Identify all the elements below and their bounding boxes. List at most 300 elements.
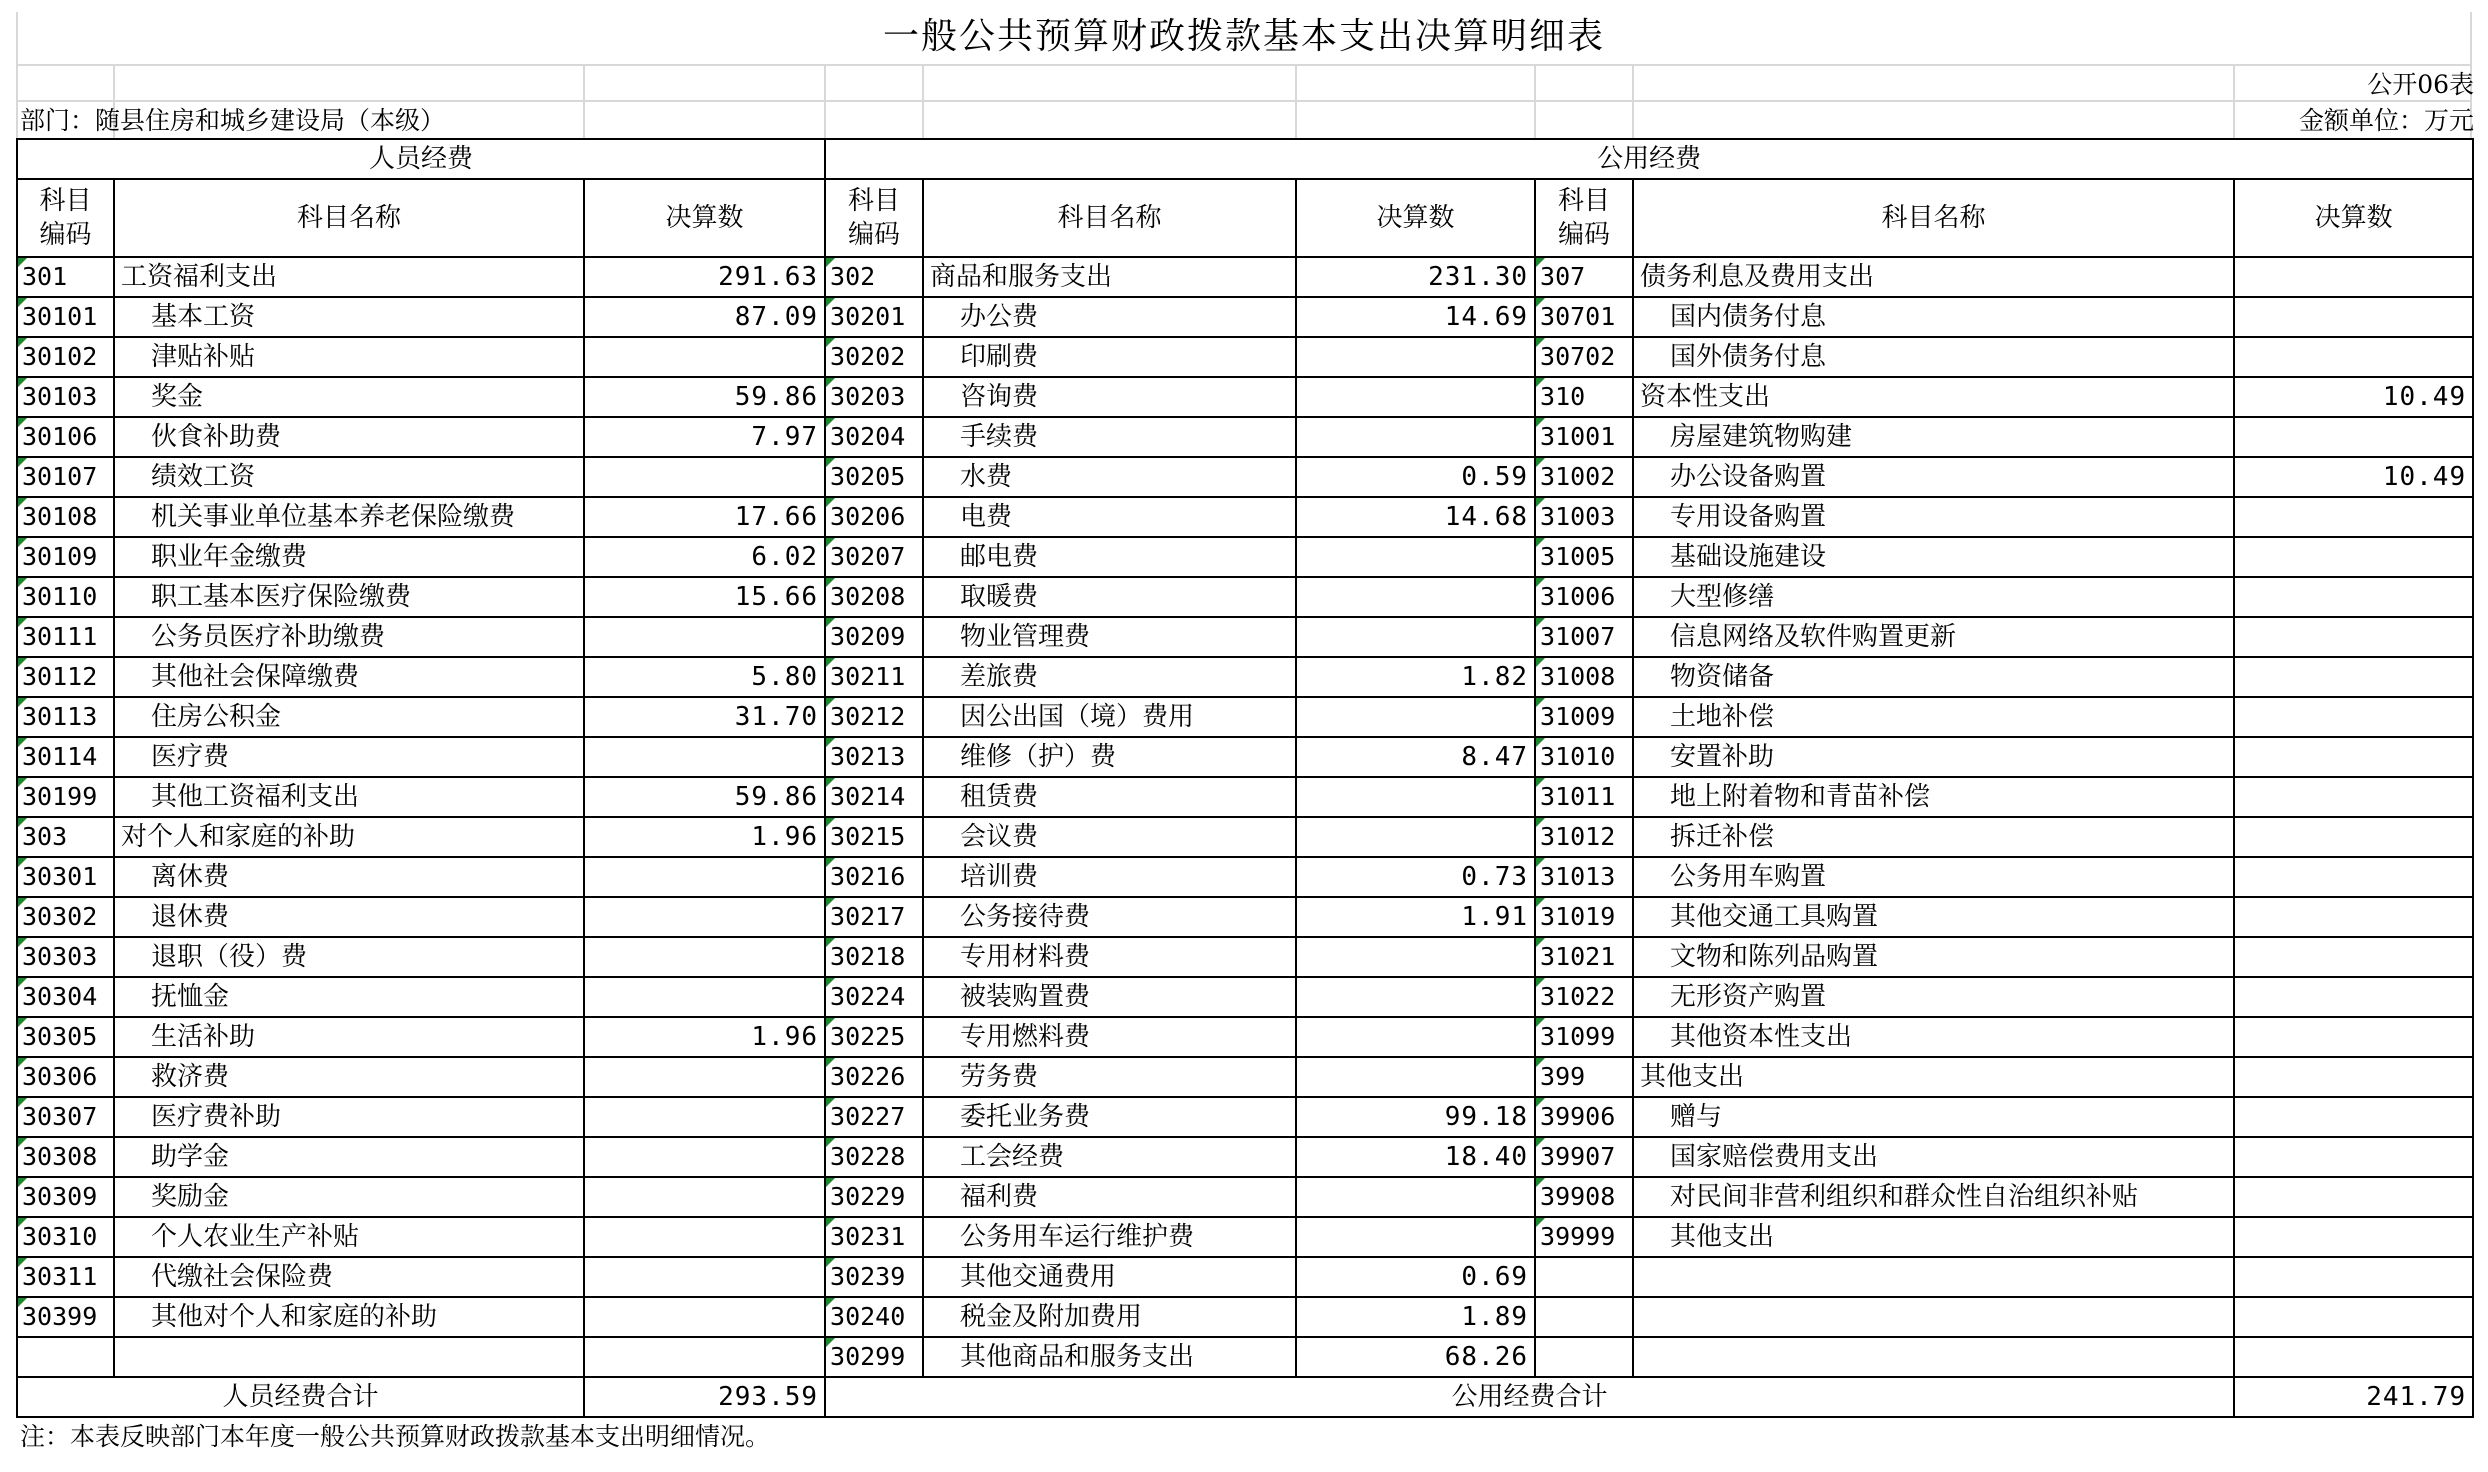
amount [584,1057,825,1097]
subject-name-text: 其他支出 [1640,1062,1745,1092]
subject-name-text: 生活补助 [151,1022,256,1052]
subject-name-text: 个人农业生产补贴 [151,1222,360,1252]
subject-name-text: 土地补偿 [1670,702,1775,732]
subject-name-text: 伙食补助费 [151,422,282,452]
subject-name [114,857,584,897]
amount [584,1337,825,1377]
amount [2234,297,2473,337]
sheet-gridline [824,64,826,138]
subject-name [114,1297,584,1337]
amount [584,937,825,977]
subject-name-text: 拆迁补偿 [1670,822,1775,852]
subject-code: 30224 [825,977,923,1017]
subject-code: 31003 [1535,497,1633,537]
header-amount: 决算数 [584,179,825,257]
subject-name [923,1057,1296,1097]
amount [584,617,825,657]
subject-name [923,1217,1296,1257]
sheet-gridline [922,64,924,138]
amount: 87.09 [584,297,825,337]
subject-name [114,737,584,777]
subject-name-text: 会议费 [960,822,1039,852]
subject-name [1633,1297,2234,1337]
subject-name-text: 抚恤金 [151,982,230,1012]
subject-code: 30217 [825,897,923,937]
subject-code: 39907 [1535,1137,1633,1177]
subject-name-text: 医疗费补助 [151,1102,282,1132]
subject-code: 31002 [1535,457,1633,497]
subject-name [114,617,584,657]
subject-name-text: 绩效工资 [151,462,256,492]
subject-name [114,657,584,697]
subject-name-text: 国内债务付息 [1670,302,1827,332]
subject-code: 30114 [17,737,114,777]
subject-code: 31022 [1535,977,1633,1017]
subject-code: 30225 [825,1017,923,1057]
subject-name [1633,377,2234,417]
subject-name [114,697,584,737]
subject-code: 30206 [825,497,923,537]
sheet-gridline [2233,64,2235,138]
amount: 1.96 [584,817,825,857]
amount: 8.47 [1296,737,1535,777]
subject-name-text: 被装购置费 [960,982,1091,1012]
subject-name [923,257,1296,297]
amount [584,1257,825,1297]
subject-code: 30216 [825,857,923,897]
expenditure-table [16,138,2474,1418]
subject-code: 30212 [825,697,923,737]
amount: 14.68 [1296,497,1535,537]
subject-name [1633,857,2234,897]
subject-name [114,337,584,377]
subject-code: 30227 [825,1097,923,1137]
subject-name-text: 水费 [960,462,1013,492]
subject-code: 31010 [1535,737,1633,777]
subject-name [1633,577,2234,617]
amount: 1.91 [1296,897,1535,937]
subject-name-text: 电费 [960,502,1013,532]
subject-code [17,1337,114,1377]
amount [2234,937,2473,977]
amount [1296,577,1535,617]
report-title: 一般公共预算财政拨款基本支出决算明细表 [882,16,1605,57]
amount: 68.26 [1296,1337,1535,1377]
table-row [17,977,2473,1017]
subject-code: 30311 [17,1257,114,1297]
sheet-gridline [16,64,2472,66]
subject-name [923,737,1296,777]
subject-name [1633,1057,2234,1097]
table-row [17,577,2473,617]
amount: 291.63 [584,257,825,297]
subject-name-text: 公务用车运行维护费 [960,1222,1195,1252]
subject-name-text: 代缴社会保险费 [151,1262,334,1292]
subject-name-text: 办公费 [960,302,1039,332]
sheet-gridline [16,12,18,138]
table-row [17,1017,2473,1057]
subject-code: 31021 [1535,937,1633,977]
subject-name-text: 公务员医疗补助缴费 [151,622,386,652]
subject-code: 30310 [17,1217,114,1257]
subject-name [1633,1177,2234,1217]
amount [2234,817,2473,857]
subject-name-text: 工资福利支出 [121,262,278,292]
amount [2234,1137,2473,1177]
amount [1296,977,1535,1017]
amount [1296,1057,1535,1097]
subject-name-text: 地上附着物和青苗补偿 [1670,782,1931,812]
amount: 231.30 [1296,257,1535,297]
subject-code: 30108 [17,497,114,537]
subject-name-text: 救济费 [151,1062,230,1092]
subject-name-text: 手续费 [960,422,1039,452]
personnel-total-value: 293.59 [584,1377,825,1417]
group-personnel: 人员经费 [17,139,825,179]
sheet-gridline [1534,64,1536,138]
sheet-gridline [583,64,585,138]
subject-code [1535,1297,1633,1337]
table-row [17,497,2473,537]
subject-name [1633,737,2234,777]
subject-name [923,537,1296,577]
subject-name-text: 基础设施建设 [1670,542,1827,572]
subject-name-text: 咨询费 [960,382,1039,412]
subject-code: 30111 [17,617,114,657]
amount [2234,497,2473,537]
subject-name [114,1177,584,1217]
amount: 59.86 [584,377,825,417]
subject-code: 30101 [17,297,114,337]
subject-code: 30109 [17,537,114,577]
subject-name-text: 办公设备购置 [1670,462,1827,492]
subject-name [1633,617,2234,657]
subject-code: 30213 [825,737,923,777]
amount [1296,417,1535,457]
subject-name [1633,1137,2234,1177]
subject-name [114,1137,584,1177]
subject-name [114,257,584,297]
amount [2234,697,2473,737]
subject-code: 30701 [1535,297,1633,337]
table-row [17,1257,2473,1297]
subject-name [114,817,584,857]
subject-name-text: 住房公积金 [151,702,282,732]
subject-code: 30239 [825,1257,923,1297]
subject-code: 30306 [17,1057,114,1097]
table-row [17,617,2473,657]
amount [1296,817,1535,857]
subject-name [923,577,1296,617]
table-row [17,537,2473,577]
subject-name [923,1177,1296,1217]
subject-name-text: 职业年金缴费 [151,542,308,572]
amount: 1.89 [1296,1297,1535,1337]
subject-code: 30302 [17,897,114,937]
sheet-gridline [16,100,2472,102]
subject-code: 30112 [17,657,114,697]
subject-name [1633,1017,2234,1057]
subject-code: 30113 [17,697,114,737]
subject-name-text: 房屋建筑物购建 [1670,422,1853,452]
subject-name-text: 物业管理费 [960,622,1091,652]
subject-name [114,777,584,817]
subject-name [923,817,1296,857]
subject-name [1633,817,2234,857]
amount [2234,537,2473,577]
subject-code: 30240 [825,1297,923,1337]
amount [2234,1257,2473,1297]
amount [584,1097,825,1137]
amount [2234,857,2473,897]
subject-code: 39999 [1535,1217,1633,1257]
subject-name-text: 物资储备 [1670,662,1775,692]
table-row [17,1337,2473,1377]
subject-code: 301 [17,257,114,297]
table-row [17,1297,2473,1337]
table-row [17,417,2473,457]
subject-name-text: 其他交通费用 [960,1262,1117,1292]
table-row [17,1097,2473,1137]
subject-name [923,897,1296,937]
amount [1296,1017,1535,1057]
amount [1296,937,1535,977]
unit-label: 金额单位：万元 [2298,106,2474,135]
amount [1296,537,1535,577]
amount: 1.96 [584,1017,825,1057]
subject-name [1633,1217,2234,1257]
subject-code: 302 [825,257,923,297]
subject-code: 30201 [825,297,923,337]
subject-name-text: 对个人和家庭的补助 [121,822,356,852]
subject-code: 30229 [825,1177,923,1217]
header-code: 科目 编码 [1535,179,1633,257]
subject-name [114,1057,584,1097]
subject-code: 31008 [1535,657,1633,697]
subject-code: 310 [1535,377,1633,417]
amount [2234,577,2473,617]
table-row [17,377,2473,417]
amount [584,737,825,777]
group-public: 公用经费 [825,139,2473,179]
amount [584,1177,825,1217]
sheet-gridline [1632,64,1634,138]
table-row [17,1217,2473,1257]
amount [584,457,825,497]
amount [2234,1297,2473,1337]
subject-name-text: 委托业务费 [960,1102,1091,1132]
subject-code: 31009 [1535,697,1633,737]
subject-code: 30208 [825,577,923,617]
subject-name-text: 职工基本医疗保险缴费 [151,582,412,612]
subject-code: 30214 [825,777,923,817]
subject-name-text: 退职（役）费 [151,942,308,972]
subject-code: 30106 [17,417,114,457]
amount: 0.73 [1296,857,1535,897]
subject-name [923,297,1296,337]
amount [2234,1177,2473,1217]
subject-code: 30307 [17,1097,114,1137]
subject-name-text: 大型修缮 [1670,582,1775,612]
subject-code: 30103 [17,377,114,417]
subject-name-text: 租赁费 [960,782,1039,812]
subject-code: 30309 [17,1177,114,1217]
department-label: 部门：随县住房和城乡建设局（本级） [20,106,446,135]
subject-name [923,617,1296,657]
amount [2234,337,2473,377]
subject-name [114,1097,584,1137]
table-row [17,737,2473,777]
subject-code: 30199 [17,777,114,817]
amount [2234,897,2473,937]
subject-name [114,937,584,977]
sheet-code: 公开06表 [2367,70,2474,99]
table-row [17,897,2473,937]
subject-name [114,377,584,417]
amount [1296,617,1535,657]
subject-name-text: 赠与 [1670,1102,1723,1132]
subject-name [923,457,1296,497]
subject-code: 30207 [825,537,923,577]
subject-name [923,1337,1296,1377]
subject-name [1633,897,2234,937]
subject-name [114,977,584,1017]
subject-code: 31007 [1535,617,1633,657]
personnel-total-label: 人员经费合计 [17,1377,584,1417]
subject-name-text: 培训费 [960,862,1039,892]
table-row [17,1137,2473,1177]
subject-code [1535,1337,1633,1377]
subject-name-text: 福利费 [960,1182,1039,1212]
subject-code: 399 [1535,1057,1633,1097]
subject-code: 30305 [17,1017,114,1057]
subject-name [923,1097,1296,1137]
subject-name [1633,1097,2234,1137]
subject-name-text: 其他社会保障缴费 [151,662,360,692]
amount [584,337,825,377]
subject-code: 31012 [1535,817,1633,857]
subject-name-text: 基本工资 [151,302,256,332]
subject-name [923,1017,1296,1057]
subject-name-text: 工会经费 [960,1142,1065,1172]
subject-code: 30110 [17,577,114,617]
amount: 1.82 [1296,657,1535,697]
amount [584,857,825,897]
subject-name-text: 安置补助 [1670,742,1775,772]
subject-code: 30215 [825,817,923,857]
table-row [17,657,2473,697]
amount [584,897,825,937]
amount [1296,777,1535,817]
subject-name-text: 劳务费 [960,1062,1039,1092]
subject-code: 39908 [1535,1177,1633,1217]
amount [584,977,825,1017]
subject-name-text: 医疗费 [151,742,230,772]
subject-code: 31006 [1535,577,1633,617]
subject-code: 30304 [17,977,114,1017]
subject-name-text: 退休费 [151,902,230,932]
subject-name-text: 商品和服务支出 [930,262,1113,292]
subject-code: 30399 [17,1297,114,1337]
subject-code: 30102 [17,337,114,377]
amount [584,1297,825,1337]
header-name: 科目名称 [1633,179,2234,257]
subject-name-text: 公务接待费 [960,902,1091,932]
subject-name-text: 其他工资福利支出 [151,782,360,812]
subject-name [923,977,1296,1017]
subject-name [1633,1257,2234,1297]
subject-name-text: 专用设备购置 [1670,502,1827,532]
subject-name [114,577,584,617]
table-row [17,457,2473,497]
subject-name [923,497,1296,537]
subject-name [114,1217,584,1257]
subject-name-text: 助学金 [151,1142,230,1172]
subject-name-text: 离休费 [151,862,230,892]
subject-name [114,897,584,937]
footnote: 注：本表反映部门本年度一般公共预算财政拨款基本支出明细情况。 [20,1422,771,1451]
subject-code: 30301 [17,857,114,897]
subject-name-text: 债务利息及费用支出 [1640,262,1875,292]
table-row [17,297,2473,337]
amount [2234,1057,2473,1097]
amount [2234,1017,2473,1057]
subject-code: 30228 [825,1137,923,1177]
subject-name [1633,257,2234,297]
subject-name-text: 税金及附加费用 [960,1302,1143,1332]
header-amount: 决算数 [2234,179,2473,257]
header-code: 科目 编码 [825,179,923,257]
subject-code: 30211 [825,657,923,697]
subject-name-text: 国外债务付息 [1670,342,1827,372]
subject-code: 30204 [825,417,923,457]
subject-code: 30209 [825,617,923,657]
subject-name-text: 取暖费 [960,582,1039,612]
amount: 99.18 [1296,1097,1535,1137]
amount [2234,1337,2473,1377]
subject-name-text: 其他支出 [1670,1222,1775,1252]
subject-name [1633,337,2234,377]
subject-name [1633,537,2234,577]
subject-name-text: 信息网络及软件购置更新 [1670,622,1957,652]
subject-name [923,1137,1296,1177]
table-row [17,697,2473,737]
amount: 5.80 [584,657,825,697]
subject-code: 31013 [1535,857,1633,897]
header-name: 科目名称 [114,179,584,257]
table-row [17,337,2473,377]
subject-code: 30205 [825,457,923,497]
column-header-row [17,179,2473,257]
amount [584,1217,825,1257]
subject-name-text: 因公出国（境）费用 [960,702,1195,732]
amount [584,1137,825,1177]
subject-code: 307 [1535,257,1633,297]
public-total-value: 241.79 [2234,1377,2473,1417]
subject-name-text: 印刷费 [960,342,1039,372]
subject-code: 31099 [1535,1017,1633,1057]
subject-code: 31011 [1535,777,1633,817]
amount: 7.97 [584,417,825,457]
table-row [17,817,2473,857]
amount: 31.70 [584,697,825,737]
amount [1296,377,1535,417]
subject-name [923,937,1296,977]
header-code: 科目 编码 [17,179,114,257]
subject-name-text: 其他对个人和家庭的补助 [151,1302,438,1332]
subject-code [1535,1257,1633,1297]
sheet-gridline [1295,64,1297,138]
